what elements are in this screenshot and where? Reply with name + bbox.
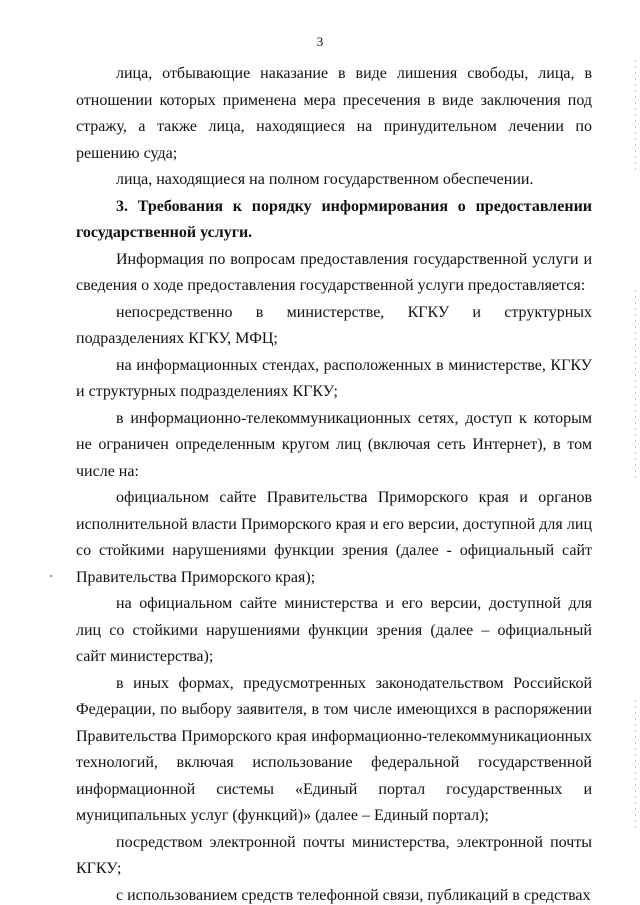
scan-speck (50, 575, 52, 577)
paragraph-information-stands: на информационных стендах, расположенных в министерстве, КГКУ и структурных подразделениях КГКУ; (76, 356, 592, 400)
paragraph-ministry-website: на официальном сайте министерства и его версии, доступной для лиц со стойкими нарушениями функции зрения (далее – официальный сайт министерства); (76, 595, 592, 665)
section-heading-information-requirements: 3. Требования к порядку информирования о предоставлении государственной услуги. (76, 197, 592, 241)
paragraph-information-provided: Информация по вопросам предоставления государственной услуги и сведения о ходе предоставления государственной услуги предоставляется: (76, 250, 592, 294)
paragraph-telephone: с использованием средств телефонной связи, публикаций в средствах (116, 886, 591, 904)
scan-edge-mark (635, 700, 636, 830)
paragraph-telecom-networks: в информационно-телекоммуникационных сетях, доступ к которым не ограничен определенным кругом лиц (включая сеть Интернет), в том числе на: (76, 409, 592, 480)
paragraph-directly-in-ministry: непосредственно в министерстве, КГКУ и структурных подразделениях КГКУ, МФЦ; (76, 303, 592, 347)
paragraph-persons-on-state-support: лица, находящиеся на полном государственном обеспечении. (116, 171, 534, 188)
body-text (76, 61, 592, 905)
scan-edge-mark (635, 290, 636, 480)
paragraph-email: посредством электронной почты министерства, электронной почты КГКУ; (76, 833, 592, 877)
paragraph-other-forms: в иных формах, предусмотренных законодательством Российской Федерации, по выбору заявителя, в том числе имеющихся в распоряжении Правительства Приморского края информационно-телекоммуникационных технологий, включая использование федеральной государственной информационной системы «Единый портал государственных и муниципальных услуг (функций)» (далее – Единый портал); (76, 674, 592, 824)
paragraph-government-website: официальном сайте Правительства Приморского края и органов исполнительной власти Приморского края и его версии, доступной для лиц со стойкими нарушениями функции зрения (далее - официальный сайт Правительства Приморского края); (76, 489, 592, 586)
page-number: 3 (316, 34, 324, 49)
paragraph-persons-in-custody: лица, отбывающие наказание в виде лишения свободы, лица, в отношении которых применена мера пресечения в виде заключения под стражу, а также лица, находящиеся на принудительном лечении по решению суда; (76, 65, 592, 162)
scan-edge-mark (635, 60, 636, 170)
